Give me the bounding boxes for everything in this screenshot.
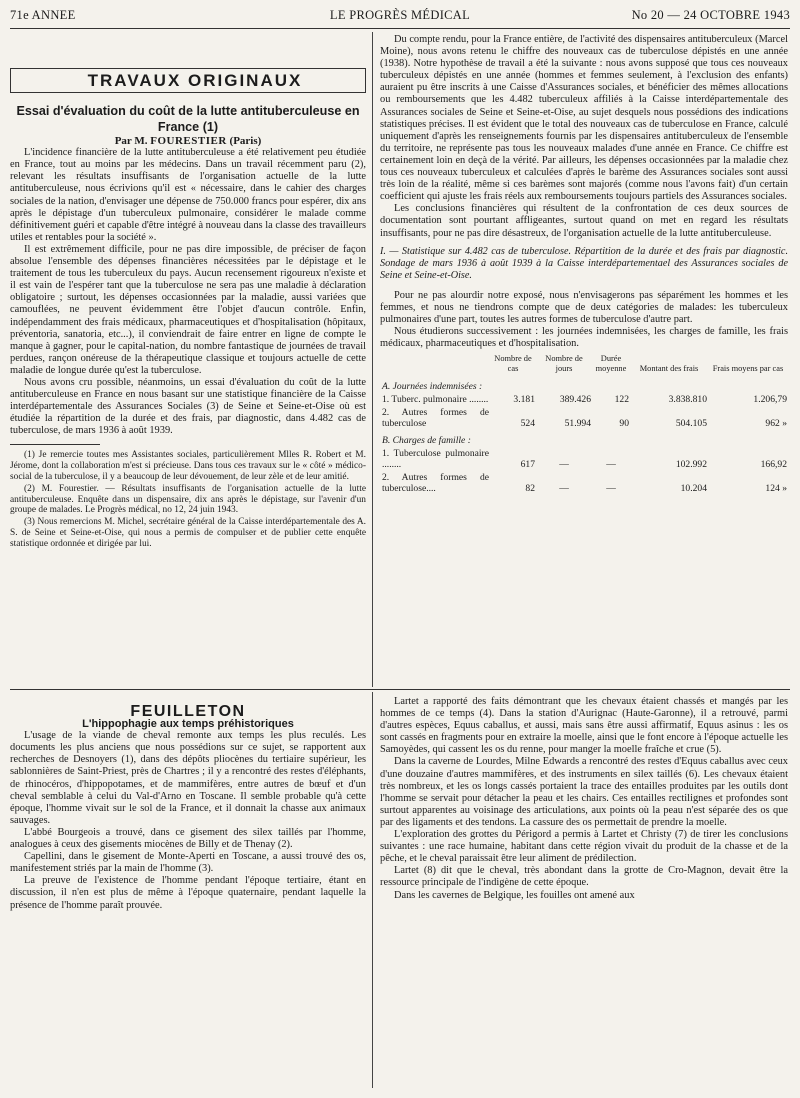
- byline-prefix: Par M.: [114, 135, 148, 148]
- table-row: [380, 393, 788, 406]
- table-cell: 962 »: [765, 417, 787, 429]
- paragraph: Pour ne pas alourdir notre exposé, nous n'envisagerons pas séparément les hommes et les femmes, et nous ne tiendrons compte que de deux catégories de malades: les tuberculeux pulmonaires d'une part, toutes les autres formes de tuberculose d'autre part.: [380, 289, 788, 326]
- paragraph: Lartet (8) dit que le cheval, très abondant dans la grotte de Cro-Magnon, devait être la ressource principale de l'indigène de cette époque.: [380, 865, 788, 889]
- paragraph: L'exploration des grottes du Périgord a permis à Lartet et Christy (7) de tirer les conclusions suivantes : une race humaine, habitant dans cette région vivait du produit de la chasse et de la pêche, et le cheval paraissait être leur aliment de prédilection.: [380, 829, 788, 865]
- feuilleton-title: L'hippophagie aux temps préhistoriques: [82, 718, 294, 731]
- cost-table: [380, 354, 788, 494]
- paragraph: Nous étudierons successivement : les journées indemnisées, les charges de famille, les frais médicaux, pharmaceutiques et d'hospitalisation.: [380, 326, 788, 350]
- table-cell: 3.838.810: [668, 393, 707, 405]
- footnote-separator: [10, 444, 100, 445]
- paragraph: Dans la caverne de Lourdes, Milne Edwards a rencontré des restes d'Equus caballus avec ceux d'une douzaine d'autres mammifères, et des instruments en silex taillés (6). Les chevaux étaient très nombreux, et les os longs cassés portaient la trace des entailles produites par les outils dont l'homme se servait pour détacher la peau et les chairs. Ces entailles rectilignes et profondes sont surtout apparentes au voisinage des articulations, aux points où la peau n'est séparée des os que par des ligaments et des tendons. La cassure des os permettait de prendre la moelle.: [380, 756, 788, 828]
- table-cell: 82: [525, 482, 535, 494]
- footnote: (1) Je remercie toutes mes Assistantes sociales, particulièrement Mlles R. Robert et M. Jérome, dont la collaboration m'est si précieuse. Dans tous ces travaux sur le « côté » médico-social de la tuberculose, il y a beaucoup de leur dévouement, de leur zèle et de leur amitié.: [10, 450, 366, 483]
- section-heading-feuilleton: FEUILLETON: [130, 703, 246, 720]
- table-cell: 3.181: [513, 393, 535, 405]
- paragraph: Capellini, dans le gisement de Monte-Aperti en Toscane, a aussi trouvé des os, manifestement striés par la main de l'homme (3).: [10, 851, 366, 875]
- volume-label: 71e ANNEE: [10, 8, 76, 22]
- column-divider-bottom: [372, 692, 373, 1088]
- header-rule: [10, 28, 790, 29]
- table-cell: 51.994: [564, 417, 591, 429]
- table-cell: 102.992: [675, 458, 707, 470]
- subsection-heading: [380, 246, 788, 282]
- table-cell: —: [606, 482, 616, 494]
- table-group-row: [380, 376, 788, 393]
- footnote: (3) Nous remercions M. Michel, secrétaire général de la Caisse interdépartementale des A. S. de Seine et Seine-et-Oise, qui nous a permis de compulser et de publier cette enquête statistique ordonnée et dirigée par lui.: [10, 517, 366, 549]
- article-column-right: [380, 34, 788, 495]
- journal-title: LE PROGRÈS MÉDICAL: [329, 8, 471, 22]
- table-header: Nombre de jours: [545, 354, 583, 373]
- table-row: [380, 406, 788, 430]
- table-header: Frais moyens par cas: [712, 363, 784, 373]
- table-cell: 10.204: [680, 482, 707, 494]
- table-cell: 122: [614, 393, 629, 405]
- table-cell: 617: [520, 458, 535, 470]
- paragraph: L'abbé Bourgeois a trouvé, dans ce gisement des silex taillés par l'homme, analogues à ceux des gisements miocènes de Billy et de Thenay (2).: [10, 826, 366, 851]
- subsection-heading-text: I. — Statistique sur 4.482 cas de tuberculose. Répartition de la durée et des frais par diagnostic. Sondage de mars 1936 à août 1939 à la Caisse interdépartementael des Assurances sociales de Seine et Seine-et-Oise.: [380, 245, 788, 281]
- section-heading-box: [10, 68, 366, 93]
- table-cell-label: 1. Tuberculose pulmonaire ........: [382, 447, 489, 470]
- feuilleton-column-right: [380, 696, 788, 902]
- feuilleton-rule: [10, 689, 790, 690]
- paragraph: Du compte rendu, pour la France entière, de l'activité des dispensaires antituberculeux (Marcel Moine), nous avons retenu le chiffre des nouveaux cas de tuberculose dépistés en une année (1938). Notre hypothèse de travail a été la suivante : nous avons supposé que tous ces nouveaux tuberculeux dépistés en une année (hommes et femmes seulement, à l'exclusion des enfants) auraient pu être inscrits à une Caisse d'Assurances sociales, et bénéficier des mêmes allocations ou remboursements que les 4.482 tuberculeux affiliés à la Caisse interdépartementale des Assurances sociales de Seine et Seine-et-Oise, au sujet desquels nous possédions des indications statistiques précises. Il est évident que le total des nouveaux cas de tuberculose en France, calculé uniquement d'après les renseignements fournis par les dispensaires antituberculeux de l'ensemble du territoire, ne représente pas tous les nouveaux malades d'une année en France. Ce chiffre est certainement loin en deçà de la vérité. Par ailleurs, les dépenses occasionnées par la maladie chez tous ces nouveaux tuberculeux et calculées d'après le barème des Assurances sociales sont aussi très loin de la réalité, même si ces barèmes sont majorés (comme nous l'avons fait) d'un certain coefficient qui ajuste les frais réels aux remboursements toujours partiels des Assurances sociales.: [380, 34, 788, 203]
- table-cell-label: 1. Tuberc. pulmonaire ........: [382, 393, 489, 405]
- paragraph: Les conclusions financières qui résultent de la confrontation de ces deux sources de documentation sont pourtant affligeantes, surtout quand on met en regard les résultats insuffisants, pour ne pas dire désastreux, de l'organisation actuelle de la lutte antituberculeuse.: [380, 203, 788, 239]
- table-header: Nombre de cas: [494, 354, 532, 373]
- running-header: [10, 6, 790, 28]
- table-cell-label: 2. Autres formes de tuberculose: [382, 406, 489, 429]
- issue-date: No 20 — 24 OCTOBRE 1943: [631, 8, 790, 22]
- table-row: [380, 447, 788, 471]
- paragraph: La preuve de l'existence de l'homme pendant l'époque tertiaire, étant en discussion, il n'en est plus de même à l'époque quaternaire, pendant laquelle la présence de l'homme paraît prouvée.: [10, 875, 366, 911]
- author-name: FOURESTIER: [150, 135, 227, 148]
- article-title: Essai d'évaluation du coût de la lutte antituberculeuse en France (1): [16, 104, 360, 135]
- feuilleton-column-left: [10, 694, 366, 912]
- paragraph: Dans les cavernes de Belgique, les fouilles ont amené aux: [394, 889, 635, 901]
- footnotes: [10, 450, 366, 549]
- table-cell: 124 »: [765, 482, 787, 494]
- table-cell: 524: [520, 417, 535, 429]
- table-group-label: B. Charges de famille :: [382, 434, 471, 446]
- paragraph: L'usage de la viande de cheval remonte aux temps les plus reculés. Les documents les plus anciens que nous possédions sur ce sujet, se rapportent aux recherches de Desnoyers (1), dans des dépôts pliocènes du tertiaire supérieur, les sablonnières de Saint-Priest, près de Chartres ; il y a rencontré des restes d'éléphants, de rhinocéros, d'hippopotames, et de mammifères, entre autres de bœuf et d'un cheval semblable à celui du Val-d'Arno en Toscane. Il semble probable qu'à cette époque, l'homme vivait sur le sol de la France, et il donnait la chasse aux animaux sauvages.: [10, 730, 366, 826]
- table-cell: —: [606, 458, 616, 470]
- table-group-label: A. Journées indemnisées :: [382, 380, 483, 392]
- paragraph: L'incidence financière de la lutte antituberculeuse a été relativement peu étudiée en France, tout au moins par les médecins. Dans un travail récemment paru (2), relevant les résultats insuffisants de l'organisation actuelle de la lutte antituberculeuse, nous écrivions qu'il est « nécessaire, dans le cahier des charges sociales de la nation, d'envisager une dépense de 750.000 francs pour espérer, dix ans après le dépistage d'un tuberculeux pulmonaire, considérer le malade comme définitivement guéri et capable d'être intégré à nouveau dans la classe des travailleurs utiles et rentables pour la société ».: [10, 147, 366, 243]
- table-header: Durée moyenne: [595, 354, 627, 373]
- table-header: Montant des frais: [639, 363, 699, 373]
- paragraph: Nous avons cru possible, néanmoins, un essai d'évaluation du coût de la lutte antituberculeuse en France en nous basant sur une statistique financière de la Caisse interdépartementale des Assurances Sociales (3) de Seine et Seine-et-Oise où est étudiée la répartition de la durée et des frais, par diagnostic, dans 4.482 cas de tuberculose, de mars 1936 à août 1939.: [10, 376, 366, 437]
- table-cell: 1.206,79: [753, 393, 787, 405]
- table-cell: 504.105: [675, 417, 707, 429]
- paragraph: Il est extrêmement difficile, pour ne pas dire impossible, de préciser de façon absolue l'ensemble des dépenses financières nécessitées par le dépistage et le traitement de tous les tuberculeux du pays. Aucun recensement rigoureux n'existe et il est vain de l'espérer tant que la tuberculose ne sera pas une maladie à déclaration obligatoire ; surtout, les dépenses occasionnées par la maladie, aussi variées que camouflées, ne peuvent évidemment être l'objet d'aucun contrôle. Enfin, indépendamment des frais médicaux, pharmaceutiques et d'hospitalisation (hôpitaux, préventoria, sanatoria, etc...), il conviendrait de faire entrer en ligne de compte le manque à gagner, pour le capital-nation, du nombre fantastique de journées de travail perdues, rançon onéreuse de la thérapeutique classique et toujours actuelle de cette maladie de longue durée qu'est la tuberculose.: [10, 243, 366, 376]
- table-header-row: [380, 354, 788, 375]
- table-cell: —: [559, 458, 569, 470]
- footnote: (2) M. Fourestier. — Résultats insuffisants de l'organisation actuelle de la lutte antituberculeuse. Enquête dans un dispensaire, dix ans après le dépistage, sur l'avenir d'un groupe de malades. Le Progrès médical, no 12, 24 juin 1943.: [10, 483, 366, 516]
- table-cell-label: 2. Autres formes de tuberculose....: [382, 471, 489, 494]
- table-cell: 166,92: [760, 458, 787, 470]
- table-cell: —: [559, 482, 569, 494]
- article-column-left: [10, 68, 366, 551]
- paragraph: Lartet a rapporté des faits démontrant que les chevaux étaient chassés et mangés par les hommes de ce temps (4). Dans la station d'Aurignac (Haute-Garonne), il a retrouvé, parmi d'autres espèces, Equus caballus, et aussi, mais sans être aussi affirmatif, Equus asinus : les os sont cassés en fragments pour en extraire la moelle, ainsi que le font encore à l'époque actuelle les Samoyèdes, qui cassent les os du renne, pour manger la moelle fraîche et crue (5).: [380, 696, 788, 756]
- section-heading-travaux: TRAVAUX ORIGINAUX: [87, 71, 303, 90]
- table-group-row: [380, 430, 788, 447]
- table-cell: 90: [619, 417, 629, 429]
- table-cell: 389.426: [559, 393, 591, 405]
- table-header-blank: [380, 354, 490, 375]
- column-divider-top: [372, 32, 373, 687]
- author-city: (Paris): [229, 135, 262, 148]
- article-byline: [10, 135, 366, 147]
- table-row: [380, 471, 788, 495]
